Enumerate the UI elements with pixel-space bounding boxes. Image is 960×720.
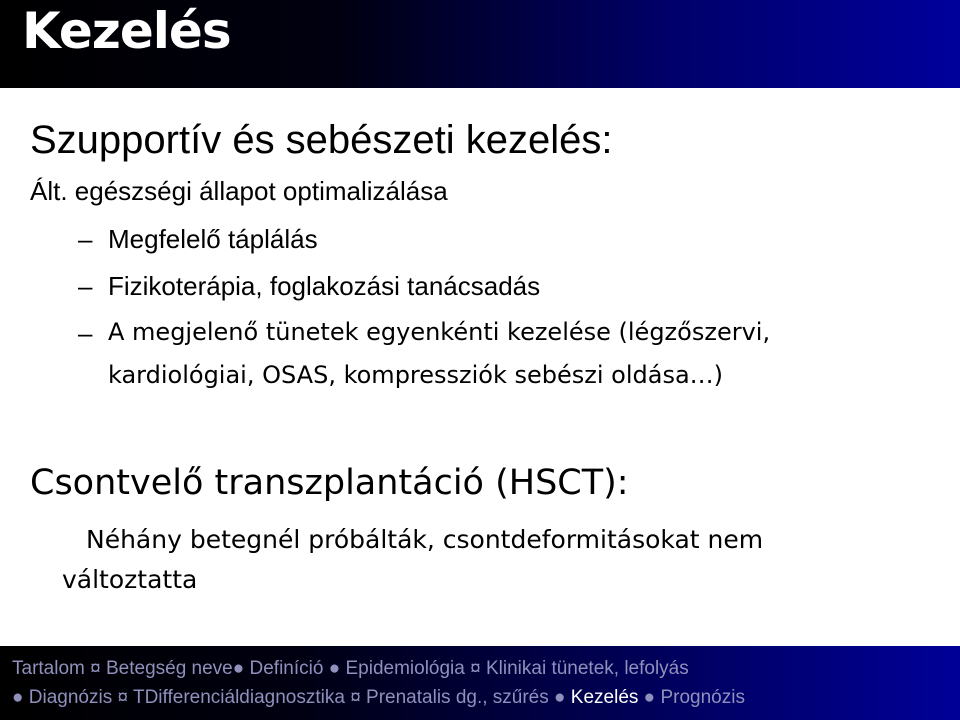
nav-link-tartalom[interactable]: Tartalom bbox=[12, 658, 85, 679]
nav-link-klinikai-tunetek-lefolyas[interactable]: Klinikai tünetek, lefolyás bbox=[485, 658, 689, 679]
nav-separator: ¤ bbox=[464, 658, 486, 679]
nav-separator: ● bbox=[548, 687, 571, 708]
nav-separator: ¤ bbox=[84, 658, 106, 679]
bullet-dash: – bbox=[78, 224, 93, 254]
hsct-paragraph-line2: változtatta bbox=[62, 565, 198, 594]
bullet-dash: – bbox=[78, 318, 93, 348]
bullet-nutrition: Megfelelő táplálás bbox=[108, 224, 318, 254]
bullet-dash: – bbox=[78, 271, 93, 301]
bullet-symptom-treatment: A megjelenő tünetek egyenkénti kezelése (légzőszervi, bbox=[108, 318, 771, 346]
title-bar bbox=[0, 0, 960, 88]
nav-link-prognozis[interactable]: Prognózis bbox=[660, 687, 745, 708]
bullet-symptom-treatment-cont: kardiológiai, OSAS, kompressziók sebészi oldása…) bbox=[108, 361, 724, 389]
heading-hsct: Csontvelő transzplantáció (HSCT): bbox=[30, 463, 629, 503]
footer-nav bbox=[0, 646, 960, 720]
bullet-physiotherapy: Fizikoterápia, foglakozási tanácsadás bbox=[108, 271, 541, 301]
nav-row-2 bbox=[12, 687, 745, 709]
nav-link-prenatalis-dg-szures[interactable]: Prenatalis dg., szűrés bbox=[366, 687, 549, 708]
slide-title: Kezelés bbox=[22, 2, 231, 60]
nav-link-diagnozis[interactable]: Diagnózis bbox=[28, 687, 113, 708]
nav-separator: ¤ bbox=[344, 687, 367, 708]
heading-supportive: Szupportív és sebészeti kezelés: bbox=[30, 118, 613, 162]
nav-link-definicio[interactable]: Definíció bbox=[249, 658, 324, 679]
nav-link-tdifferencialdiagnosztika[interactable]: TDifferenciáldiagnosztika bbox=[132, 687, 345, 708]
nav-link-betegseg-neve[interactable]: Betegség neve bbox=[105, 658, 233, 679]
subheading-general-health: Ált. egészségi állapot optimalizálása bbox=[30, 176, 448, 206]
nav-separator: ¤ bbox=[112, 687, 133, 708]
nav-separator: ● bbox=[638, 687, 661, 708]
nav-separator: ● bbox=[323, 658, 346, 679]
nav-row-1 bbox=[12, 658, 689, 680]
nav-link-kezeles[interactable]: Kezelés bbox=[570, 687, 639, 708]
hsct-paragraph-line1: Néhány betegnél próbálták, csontdeformitásokat nem bbox=[86, 525, 764, 554]
nav-link-epidemiologia[interactable]: Epidemiológia bbox=[345, 658, 465, 679]
nav-separator: ● bbox=[232, 658, 250, 679]
nav-separator: ● bbox=[12, 687, 29, 708]
